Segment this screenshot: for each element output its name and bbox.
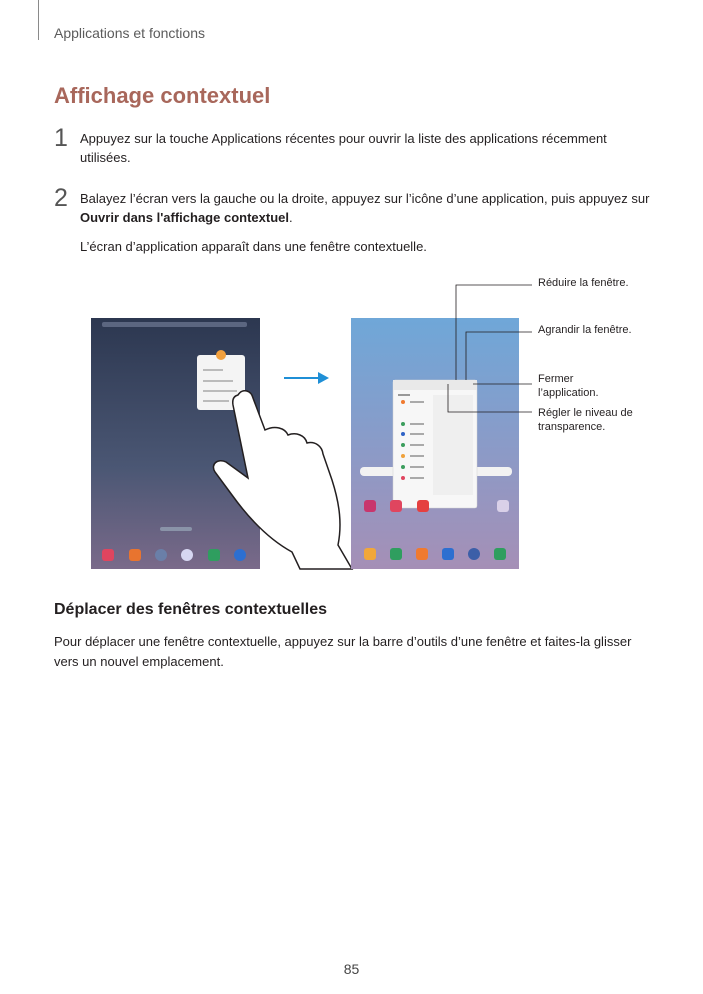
page-number: 85 — [343, 961, 360, 977]
callout-close-line1: Fermer — [538, 373, 574, 385]
callout-transparency-line2: transparence. — [538, 421, 606, 433]
step-number-1: 1 — [54, 124, 68, 152]
step-2-note: L’écran d’application apparaît dans une fenêtre contextuelle. — [80, 239, 427, 254]
step-2-text-after: . — [288, 210, 293, 225]
callout-close-line2: l’application. — [538, 387, 599, 399]
callout-close — [538, 372, 648, 400]
subsection-paragraph: Pour déplacer une fenêtre contextuelle, appuyez sur la barre d’outils d’une fenêtre et faites-la glisser vers un nouvel emplacement. — [54, 634, 632, 669]
callout-transparency — [538, 406, 648, 434]
section-title: Affichage contextuel — [54, 83, 271, 108]
running-header: Applications et fonctions — [54, 25, 205, 41]
step-text-1: Appuyez sur la touche Applications récentes pour ouvrir la liste des applications récemment utilisées. — [80, 131, 607, 165]
subsection-title: Déplacer des fenêtres contextuelles — [54, 601, 328, 618]
tablet-screen-left — [91, 318, 260, 569]
step-2-bold-option: Ouvrir dans l'affichage contextuel — [80, 210, 289, 225]
callout-minimize: Réduire la fenêtre. — [538, 277, 629, 289]
step-number-2: 2 — [54, 184, 68, 212]
tablet-screen-right — [351, 318, 519, 569]
callout-transparency-line1: Régler le niveau de — [538, 407, 633, 419]
transition-arrow — [284, 372, 329, 384]
step-2-text-before: Balayez l’écran vers la gauche ou la droite, appuyez sur l’icône d’une application, puis appuyez sur — [80, 191, 650, 206]
callout-maximize: Agrandir la fenêtre. — [538, 324, 632, 336]
